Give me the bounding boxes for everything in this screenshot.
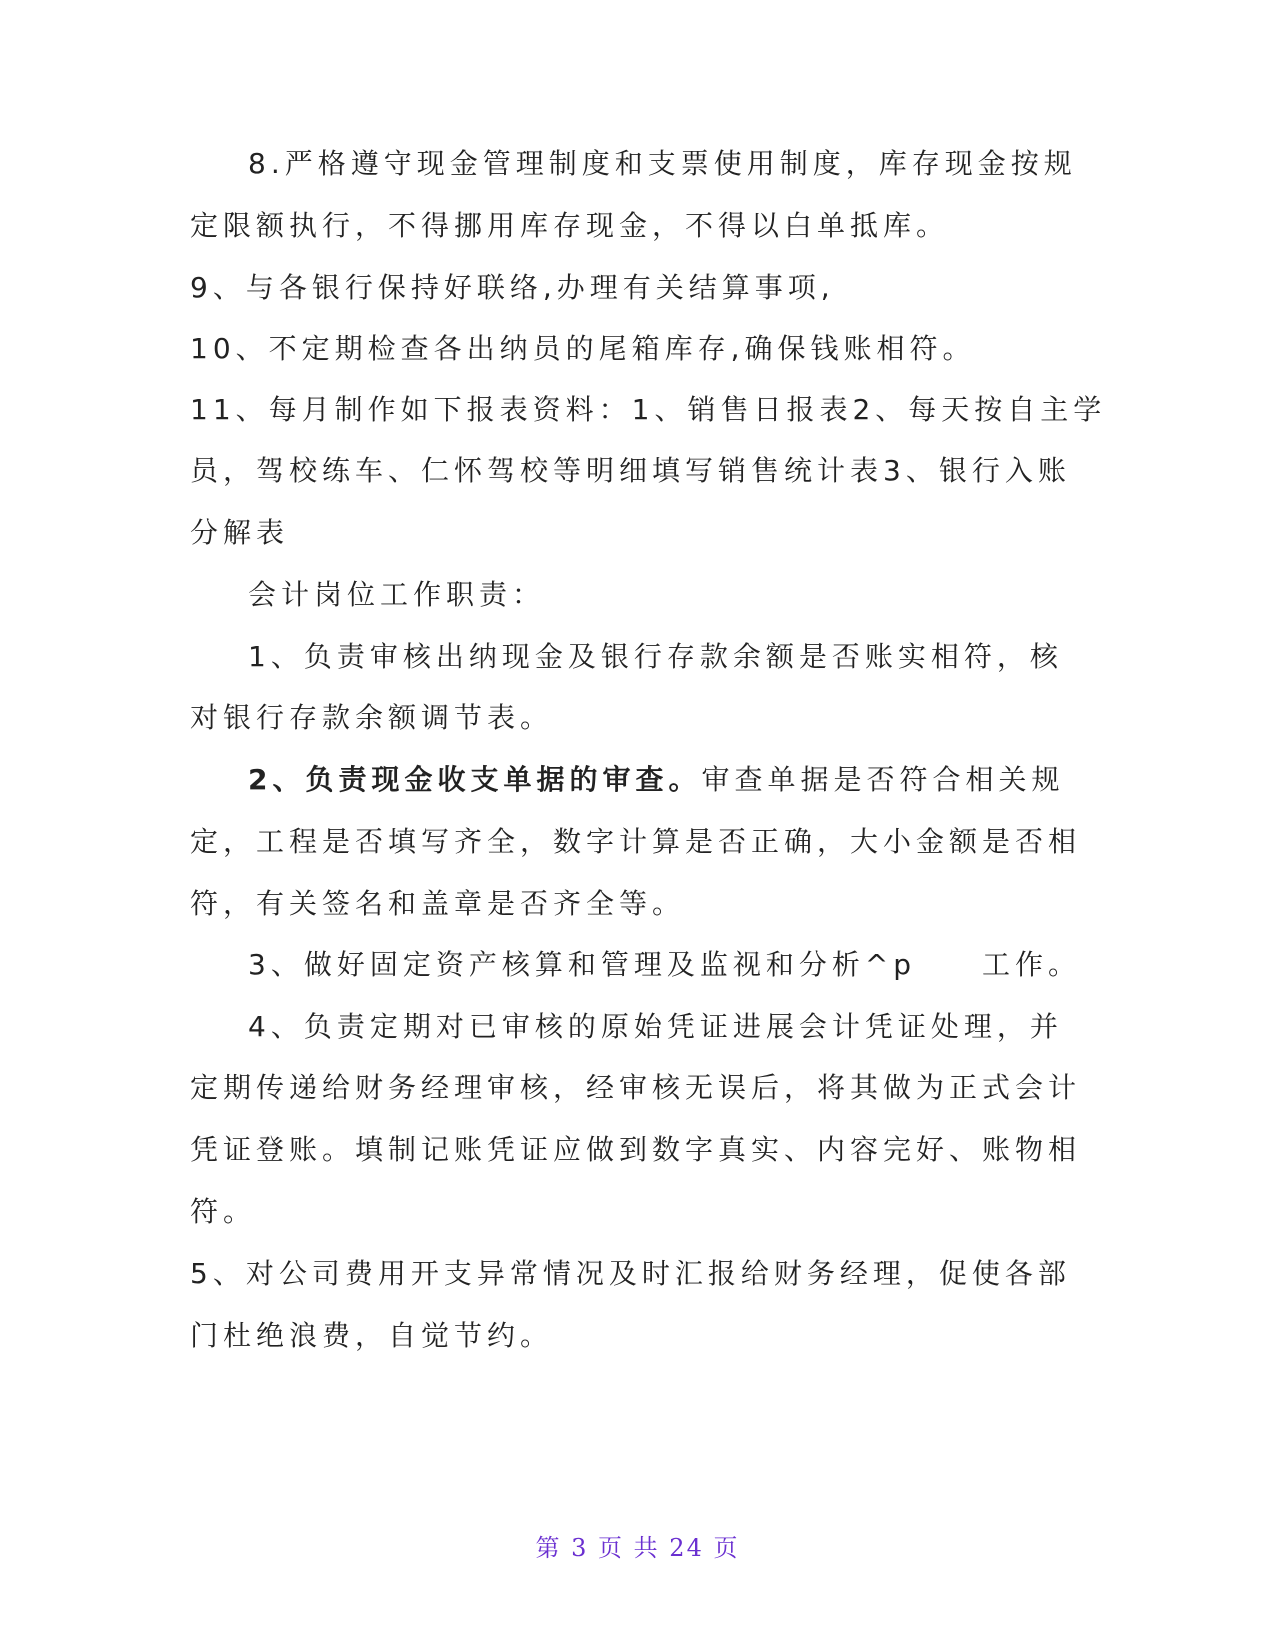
text-line: 3、做好固定资产核算和管理及监视和分析^p 工作。 xyxy=(248,948,1082,981)
text-line: 定期传递给财务经理审核，经审核无误后，将其做为正式会计 xyxy=(190,1071,1082,1104)
text-line: 符，有关签名和盖章是否齐全等。 xyxy=(190,887,686,920)
text-line: 对银行存款余额调节表。 xyxy=(190,701,554,734)
text-line: 定限额执行，不得挪用库存现金，不得以白单抵库。 xyxy=(190,209,950,242)
page-number-footer: 第 3 页 共 24 页 xyxy=(535,1534,740,1562)
bold-heading: 2、负责现金收支单据的审查。 xyxy=(248,763,702,796)
text-line: 定，工程是否填写齐全，数字计算是否正确，大小金额是否相 xyxy=(190,825,1082,858)
text-line: 符。 xyxy=(190,1195,257,1228)
text-span: 审查单据是否符合相关规 xyxy=(701,763,1065,796)
text-line: 4、负责定期对已审核的原始凭证进展会计凭证处理，并 xyxy=(248,1010,1063,1043)
text-line: 10、不定期检查各出纳员的尾箱库存,确保钱账相符。 xyxy=(190,332,976,365)
text-line: 11、每月制作如下报表资料：1、销售日报表2、每天按自主学 xyxy=(190,393,1107,426)
text-line: 8.严格遵守现金管理制度和支票使用制度，库存现金按规 xyxy=(248,147,1077,180)
text-line: 1、负责审核出纳现金及银行存款余额是否账实相符，核 xyxy=(248,640,1063,673)
text-line: 5、对公司费用开支异常情况及时汇报给财务经理，促使各部 xyxy=(190,1257,1071,1290)
text-line: 门杜绝浪费，自觉节约。 xyxy=(190,1319,554,1352)
text-line: 凭证登账。填制记账凭证应做到数字真实、内容完好、账物相 xyxy=(190,1133,1082,1166)
text-line: 9、与各银行保持好联络,办理有关结算事项, xyxy=(190,271,835,304)
section-heading: 会计岗位工作职责： xyxy=(248,578,546,611)
text-line: 员，驾校练车、仁怀驾校等明细填写销售统计表3、银行入账 xyxy=(190,454,1071,487)
text-line xyxy=(248,762,1148,798)
text-line: 分解表 xyxy=(190,516,290,549)
